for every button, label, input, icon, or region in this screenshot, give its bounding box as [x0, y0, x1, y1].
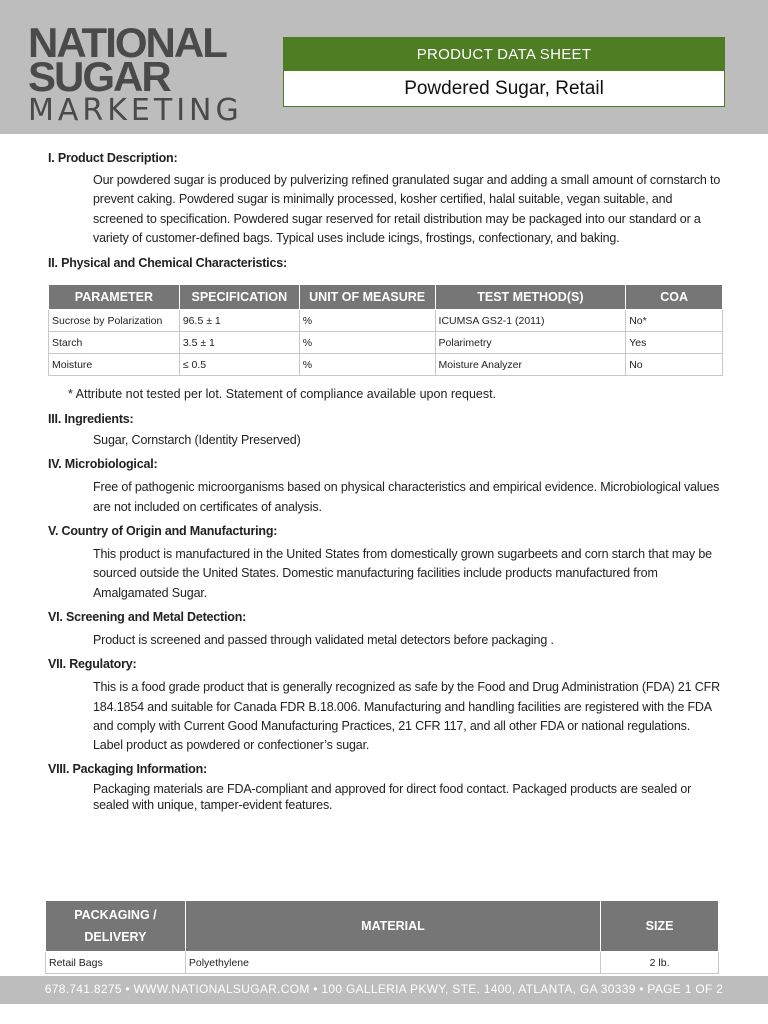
- section-heading-screening: VI. Screening and Metal Detection:: [48, 609, 247, 624]
- table-cell: 2 lb.: [601, 952, 719, 974]
- spec-header-coa: COA: [626, 285, 723, 310]
- table-row: [49, 354, 723, 376]
- spec-header-specification: SPECIFICATION: [179, 285, 299, 310]
- table-row: [49, 310, 723, 332]
- table-cell: Yes: [626, 332, 723, 354]
- table-cell: %: [299, 332, 435, 354]
- spec-table: [48, 284, 723, 376]
- table-cell: Polarimetry: [435, 332, 626, 354]
- table-row: [46, 952, 719, 974]
- section-text-screening: Product is screened and passed through validated metal detectors before packaging .: [93, 632, 554, 647]
- table-cell: Sucrose by Polarization: [49, 310, 180, 332]
- section-heading-product-description: I. Product Description:: [48, 151, 178, 165]
- pack-header-material: MATERIAL: [185, 901, 600, 952]
- table-cell: Moisture: [49, 354, 180, 376]
- section-heading-regulatory: VII. Regulatory:: [48, 657, 137, 672]
- logo-line-3: MARKETING: [28, 93, 243, 128]
- logo-line-1: NATIONAL: [28, 19, 226, 66]
- table-cell: %: [299, 310, 435, 332]
- logo-line-2: SUGAR: [28, 53, 170, 100]
- table-cell: Moisture Analyzer: [435, 354, 626, 376]
- table-row: [49, 332, 723, 354]
- page-footer: 678.741.8275 • WWW.NATIONALSUGAR.COM • 100 GALLERIA PKWY, STE. 1400, ATLANTA, GA 30339 • PAGE 1 OF 2: [0, 976, 768, 1004]
- product-title: Powdered Sugar, Retail: [404, 78, 604, 99]
- section-heading-ingredients: III. Ingredients:: [48, 412, 134, 427]
- section-text-origin: This product is manufactured in the United States from domestically grown sugarbeets and corn starch that may be sourced outside the United States. Domestic manufacturing facilities include products manufactured from Amalgamated Sugar.: [93, 547, 712, 600]
- title-box: [283, 37, 725, 107]
- section-heading-characteristics: II. Physical and Chemical Characteristics:: [48, 256, 287, 271]
- section-heading-microbiological: IV. Microbiological:: [48, 457, 158, 472]
- table-cell: 96.5 ± 1: [179, 310, 299, 332]
- pack-header-size: SIZE: [601, 901, 719, 952]
- section-text-microbiological: Free of pathogenic microorganisms based on physical characteristics and empirical evidence. Microbiological values are not included on certificates of analysis.: [93, 480, 720, 514]
- table-cell: No*: [626, 310, 723, 332]
- spec-header-test-method: TEST METHOD(S): [435, 285, 626, 310]
- section-heading-origin: V. Country of Origin and Manufacturing:: [48, 524, 278, 539]
- packaging-table: [45, 900, 719, 974]
- spec-header-parameter: PARAMETER: [49, 285, 180, 310]
- section-text-product-description: Our powdered sugar is produced by pulverizing refined granulated sugar and adding a small amount of cornstarch to prevent caking. Powdered sugar is minimally processed, kosher certified, halal suitable, vegan suitable, and screened to specification. Powdered sugar reserved for retail distribution may be packaged into our standard or a variety of customer-defined bags. Typical uses include icings, frostings, confectionary, and baking.: [93, 173, 721, 245]
- document-type-label: PRODUCT DATA SHEET: [284, 38, 724, 71]
- table-footnote: * Attribute not tested per lot. Statement of compliance available upon request.: [68, 387, 497, 402]
- table-cell: Polyethylene: [185, 952, 600, 974]
- section-text-packaging: Packaging materials are FDA-compliant and approved for direct food contact. Packaged products are sealed or sealed with unique, tamper-evident features.: [93, 782, 692, 812]
- table-cell: Retail Bags: [46, 952, 186, 974]
- table-cell: 3.5 ± 1: [179, 332, 299, 354]
- company-logo: [28, 19, 243, 128]
- section-text-ingredients: Sugar, Cornstarch (Identity Preserved): [93, 433, 301, 448]
- table-cell: Starch: [49, 332, 180, 354]
- section-heading-packaging: VIII. Packaging Information:: [48, 762, 208, 777]
- table-cell: %: [299, 354, 435, 376]
- page-header: [0, 0, 768, 134]
- section-text-regulatory: This is a food grade product that is generally recognized as safe by the Food and Drug Administration (FDA) 21 CFR 184.1854 and suitable for Canada FDR B.18.006. Manufacturing and handling facilities are registered with the FDA and comply with Current Good Manufacturing Practices, 21 CFR 117, and all other FDA or national regulations. Label product as powdered or confectioner’s sugar.: [93, 680, 720, 753]
- spec-header-unit: UNIT OF MEASURE: [299, 285, 435, 310]
- table-cell: ICUMSA GS2-1 (2011): [435, 310, 626, 332]
- document-body: [48, 150, 722, 969]
- table-cell: No: [626, 354, 723, 376]
- table-cell: ≤ 0.5: [179, 354, 299, 376]
- pack-header-delivery: PACKAGING / DELIVERY: [46, 901, 186, 952]
